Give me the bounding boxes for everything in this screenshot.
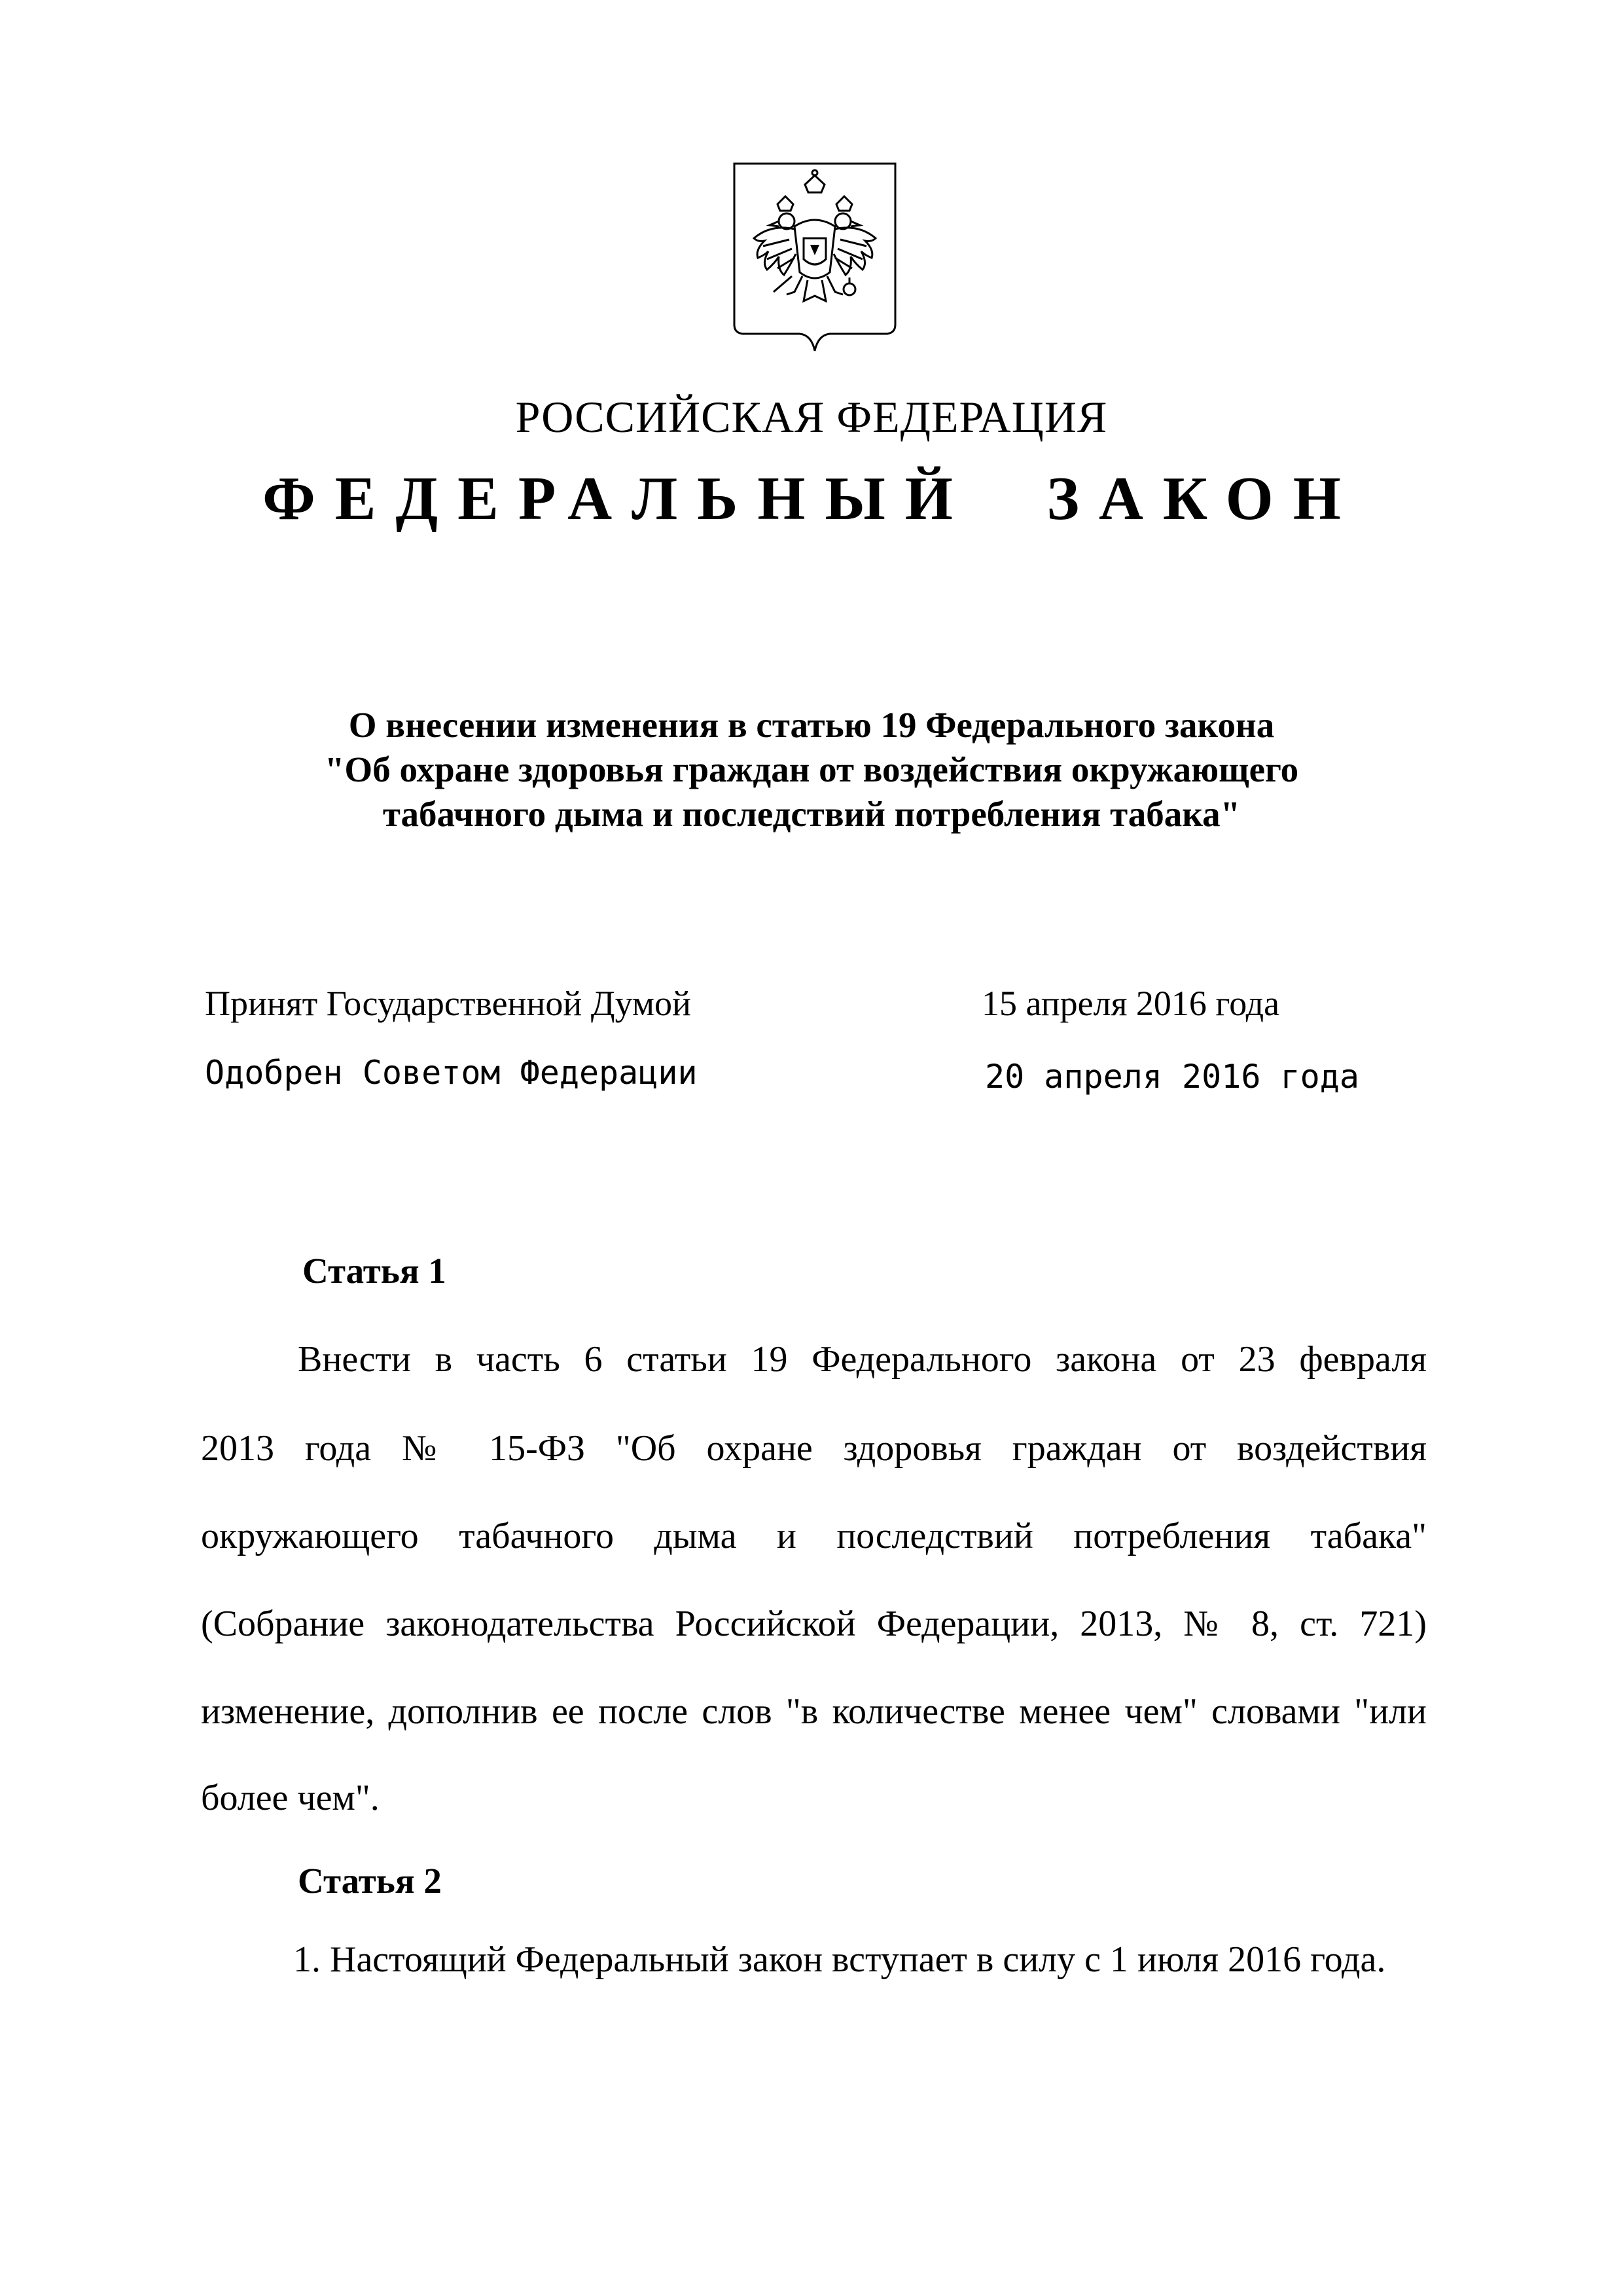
article-1-line: более чем".: [201, 1778, 380, 1818]
article-1-line: Внести в часть 6 статьи 19 Федерального закона от 23 февраля: [298, 1339, 1427, 1380]
article-1-line: (Собрание законодательства Российской Федерации, 2013, № 8, ст. 721): [201, 1604, 1427, 1644]
article-1-heading: Статья 1: [302, 1251, 446, 1291]
law-title-line: "Об охране здоровья граждан от воздействия окружающего: [324, 749, 1299, 789]
country-name: РОССИЙСКАЯ ФЕДЕРАЦИЯ: [515, 392, 1108, 442]
adopted-by-duma-date: 15 апреля 2016 года: [982, 984, 1280, 1023]
article-1-line: изменение, дополнив ее после слов "в количестве менее чем" словами "или: [201, 1691, 1427, 1732]
document-type: ФЕДЕРАЛЬНЫЙ ЗАКОН: [262, 465, 1361, 533]
approved-by-council-label: Одобрен Советом Федерации: [205, 1054, 698, 1092]
adopted-by-duma-label: Принят Государственной Думой: [205, 984, 691, 1023]
article-1-line: окружающего табачного дыма и последствий потребления табака": [201, 1516, 1427, 1556]
approved-by-council-date: 20 апреля 2016 года: [985, 1058, 1359, 1096]
coat-of-arms-icon: [732, 161, 898, 353]
law-title-line: табачного дыма и последствий потребления табака": [382, 794, 1241, 834]
law-title-line: О внесении изменения в статью 19 Федерального закона: [348, 705, 1275, 745]
article-2-heading: Статья 2: [298, 1861, 442, 1901]
article-1-line: 2013 года № 15-ФЗ "Об охране здоровья граждан от воздействия: [201, 1428, 1427, 1469]
article-2-line: 1. Настоящий Федеральный закон вступает в силу с 1 июля 2016 года.: [293, 1939, 1386, 1980]
law-title: [196, 703, 1427, 836]
